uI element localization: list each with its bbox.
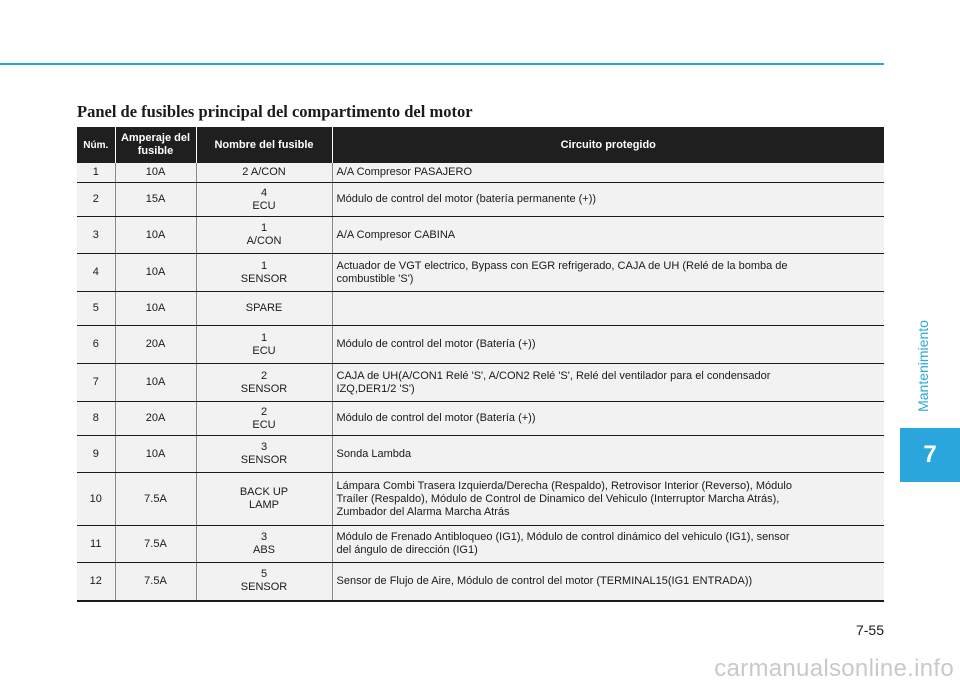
table-row xyxy=(77,563,884,601)
fuse-table-body xyxy=(77,163,884,601)
cell-num: 11 xyxy=(77,526,115,563)
cell-circuit xyxy=(332,183,884,217)
fuse-name-line: 1 xyxy=(260,222,268,234)
table-row xyxy=(77,217,884,254)
circuit-line: combustible 'S') xyxy=(336,272,414,285)
cell-circuit xyxy=(332,436,884,473)
table-header-row xyxy=(77,127,884,163)
table-row xyxy=(77,402,884,436)
table-row xyxy=(77,163,884,183)
cell-fuse-name xyxy=(196,473,332,526)
fuse-name-line: ECU xyxy=(252,418,276,431)
cell-fuse-name xyxy=(196,436,332,473)
table-row xyxy=(77,254,884,292)
circuit-line: Módulo de control del motor (Batería (+)) xyxy=(336,412,536,424)
cell-num: 9 xyxy=(77,436,115,473)
chapter-title: Mantenimiento xyxy=(915,320,932,412)
circuit-line: del ángulo de dirección (IG1) xyxy=(336,544,478,556)
table-row xyxy=(77,526,884,563)
header-rule xyxy=(0,63,884,65)
cell-amperage: 20A xyxy=(115,402,196,436)
circuit-line: IZQ,DER1/2 'S') xyxy=(336,382,415,395)
cell-fuse-name xyxy=(196,292,332,326)
cell-amperage: 20A xyxy=(115,326,196,364)
cell-amperage: 7.5A xyxy=(115,526,196,563)
cell-fuse-name xyxy=(196,563,332,601)
fuse-name-line: 1 xyxy=(260,331,268,344)
fuse-name-line: ECU xyxy=(252,344,276,357)
cell-num: 2 xyxy=(77,183,115,217)
fuse-name-line: SENSOR xyxy=(240,581,288,594)
cell-fuse-name xyxy=(196,163,332,183)
cell-amperage: 15A xyxy=(115,183,196,217)
circuit-line: Actuador de VGT electrico, Bypass con EGR refrigerado, CAJA de UH (Relé de la bomba de xyxy=(336,259,788,272)
circuit-line: Sonda Lambda xyxy=(336,447,412,460)
circuit-line: Módulo de Frenado Antibloqueo (IG1), Módulo de control dinámico del vehiculo (IG1), sensor xyxy=(336,531,790,543)
fuse-name-line: ABS xyxy=(252,544,275,556)
cell-amperage: 10A xyxy=(115,163,196,183)
circuit-line: CAJA de UH(A/CON1 Relé 'S', A/CON2 Relé 'S', Relé del ventilador para el condensador xyxy=(336,369,771,382)
cell-num: 7 xyxy=(77,364,115,402)
circuit-line: Módulo de control del motor (batería permanente (+)) xyxy=(336,193,597,205)
fuse-name-line: 2 xyxy=(260,369,268,382)
fuse-name-line: A/CON xyxy=(246,235,282,247)
cell-num: 12 xyxy=(77,563,115,601)
cell-circuit xyxy=(332,473,884,526)
table-row xyxy=(77,292,884,326)
fuse-name-line: SENSOR xyxy=(240,454,288,466)
cell-fuse-name xyxy=(196,364,332,402)
cell-circuit xyxy=(332,254,884,292)
fuse-name-line: SENSOR xyxy=(240,382,288,395)
circuit-line: A/A Compresor CABINA xyxy=(336,228,456,241)
cell-amperage: 10A xyxy=(115,254,196,292)
cell-num: 3 xyxy=(77,217,115,254)
cell-num: 8 xyxy=(77,402,115,436)
circuit-line: A/A Compresor PASAJERO xyxy=(336,166,473,178)
chapter-side-label xyxy=(903,310,943,422)
fuse-name-line: SENSOR xyxy=(240,272,288,285)
fuse-name-line: 4 xyxy=(260,186,268,199)
fuse-table xyxy=(77,127,884,602)
table-row xyxy=(77,326,884,364)
chapter-number-tab: 7 xyxy=(900,428,960,482)
watermark-text: carmanualsonline.info xyxy=(714,655,954,682)
cell-num: 5 xyxy=(77,292,115,326)
fuse-name-line: 5 xyxy=(260,568,268,581)
cell-fuse-name xyxy=(196,183,332,217)
table-row xyxy=(77,364,884,402)
fuse-name-line: LAMP xyxy=(249,499,279,511)
header-num: Núm. xyxy=(77,127,115,163)
circuit-line: Traíler (Respaldo), Módulo de Control de Dinamico del Vehiculo (Interruptor Marcha Atrás), xyxy=(336,492,780,505)
cell-circuit xyxy=(332,364,884,402)
fuse-name-line: 1 xyxy=(260,259,268,272)
cell-circuit xyxy=(332,163,884,183)
cell-fuse-name xyxy=(196,526,332,563)
cell-fuse-name xyxy=(196,217,332,254)
cell-amperage: 10A xyxy=(115,217,196,254)
fuse-name-line: 3 xyxy=(260,531,268,543)
cell-fuse-name xyxy=(196,402,332,436)
cell-amperage: 7.5A xyxy=(115,563,196,601)
cell-fuse-name xyxy=(196,254,332,292)
cell-amperage: 7.5A xyxy=(115,473,196,526)
fuse-name-line: SPARE xyxy=(245,302,283,314)
circuit-line: Zumbador del Alarma Marcha Atrás xyxy=(336,505,510,518)
cell-amperage: 10A xyxy=(115,436,196,473)
cell-num: 10 xyxy=(77,473,115,526)
table-row xyxy=(77,183,884,217)
cell-circuit xyxy=(332,526,884,563)
fuse-name-line: ECU xyxy=(252,199,276,212)
cell-amperage: 10A xyxy=(115,292,196,326)
cell-num: 1 xyxy=(77,163,115,183)
circuit-line: Módulo de control del motor (Batería (+)) xyxy=(336,338,536,350)
header-circuit: Circuito protegido xyxy=(560,138,656,151)
header-amperage: Amperaje del fusible xyxy=(115,127,196,163)
circuit-line: Sensor de Flujo de Aire, Módulo de control del motor (TERMINAL15(IG1 ENTRADA)) xyxy=(336,574,753,587)
cell-circuit xyxy=(332,563,884,601)
cell-circuit xyxy=(332,217,884,254)
cell-num: 6 xyxy=(77,326,115,364)
cell-fuse-name xyxy=(196,326,332,364)
fuse-name-line: BACK UP xyxy=(239,486,289,498)
header-fuse-name: Nombre del fusible xyxy=(196,127,332,163)
fuse-name-line: 2 A/CON xyxy=(242,166,286,178)
cell-amperage: 10A xyxy=(115,364,196,402)
fuse-name-line: 3 xyxy=(260,441,268,453)
table-row xyxy=(77,473,884,526)
section-title: Panel de fusibles principal del compartimento del motor xyxy=(77,102,473,121)
fuse-name-line: 2 xyxy=(260,405,268,418)
cell-circuit xyxy=(332,292,884,326)
circuit-line: Lámpara Combi Trasera Izquierda/Derecha (Respaldo), Retrovisor Interior (Reverso), Módulo xyxy=(336,479,792,492)
table-row xyxy=(77,436,884,473)
page-number: 7-55 xyxy=(855,622,884,638)
cell-num: 4 xyxy=(77,254,115,292)
cell-circuit xyxy=(332,402,884,436)
cell-circuit xyxy=(332,326,884,364)
